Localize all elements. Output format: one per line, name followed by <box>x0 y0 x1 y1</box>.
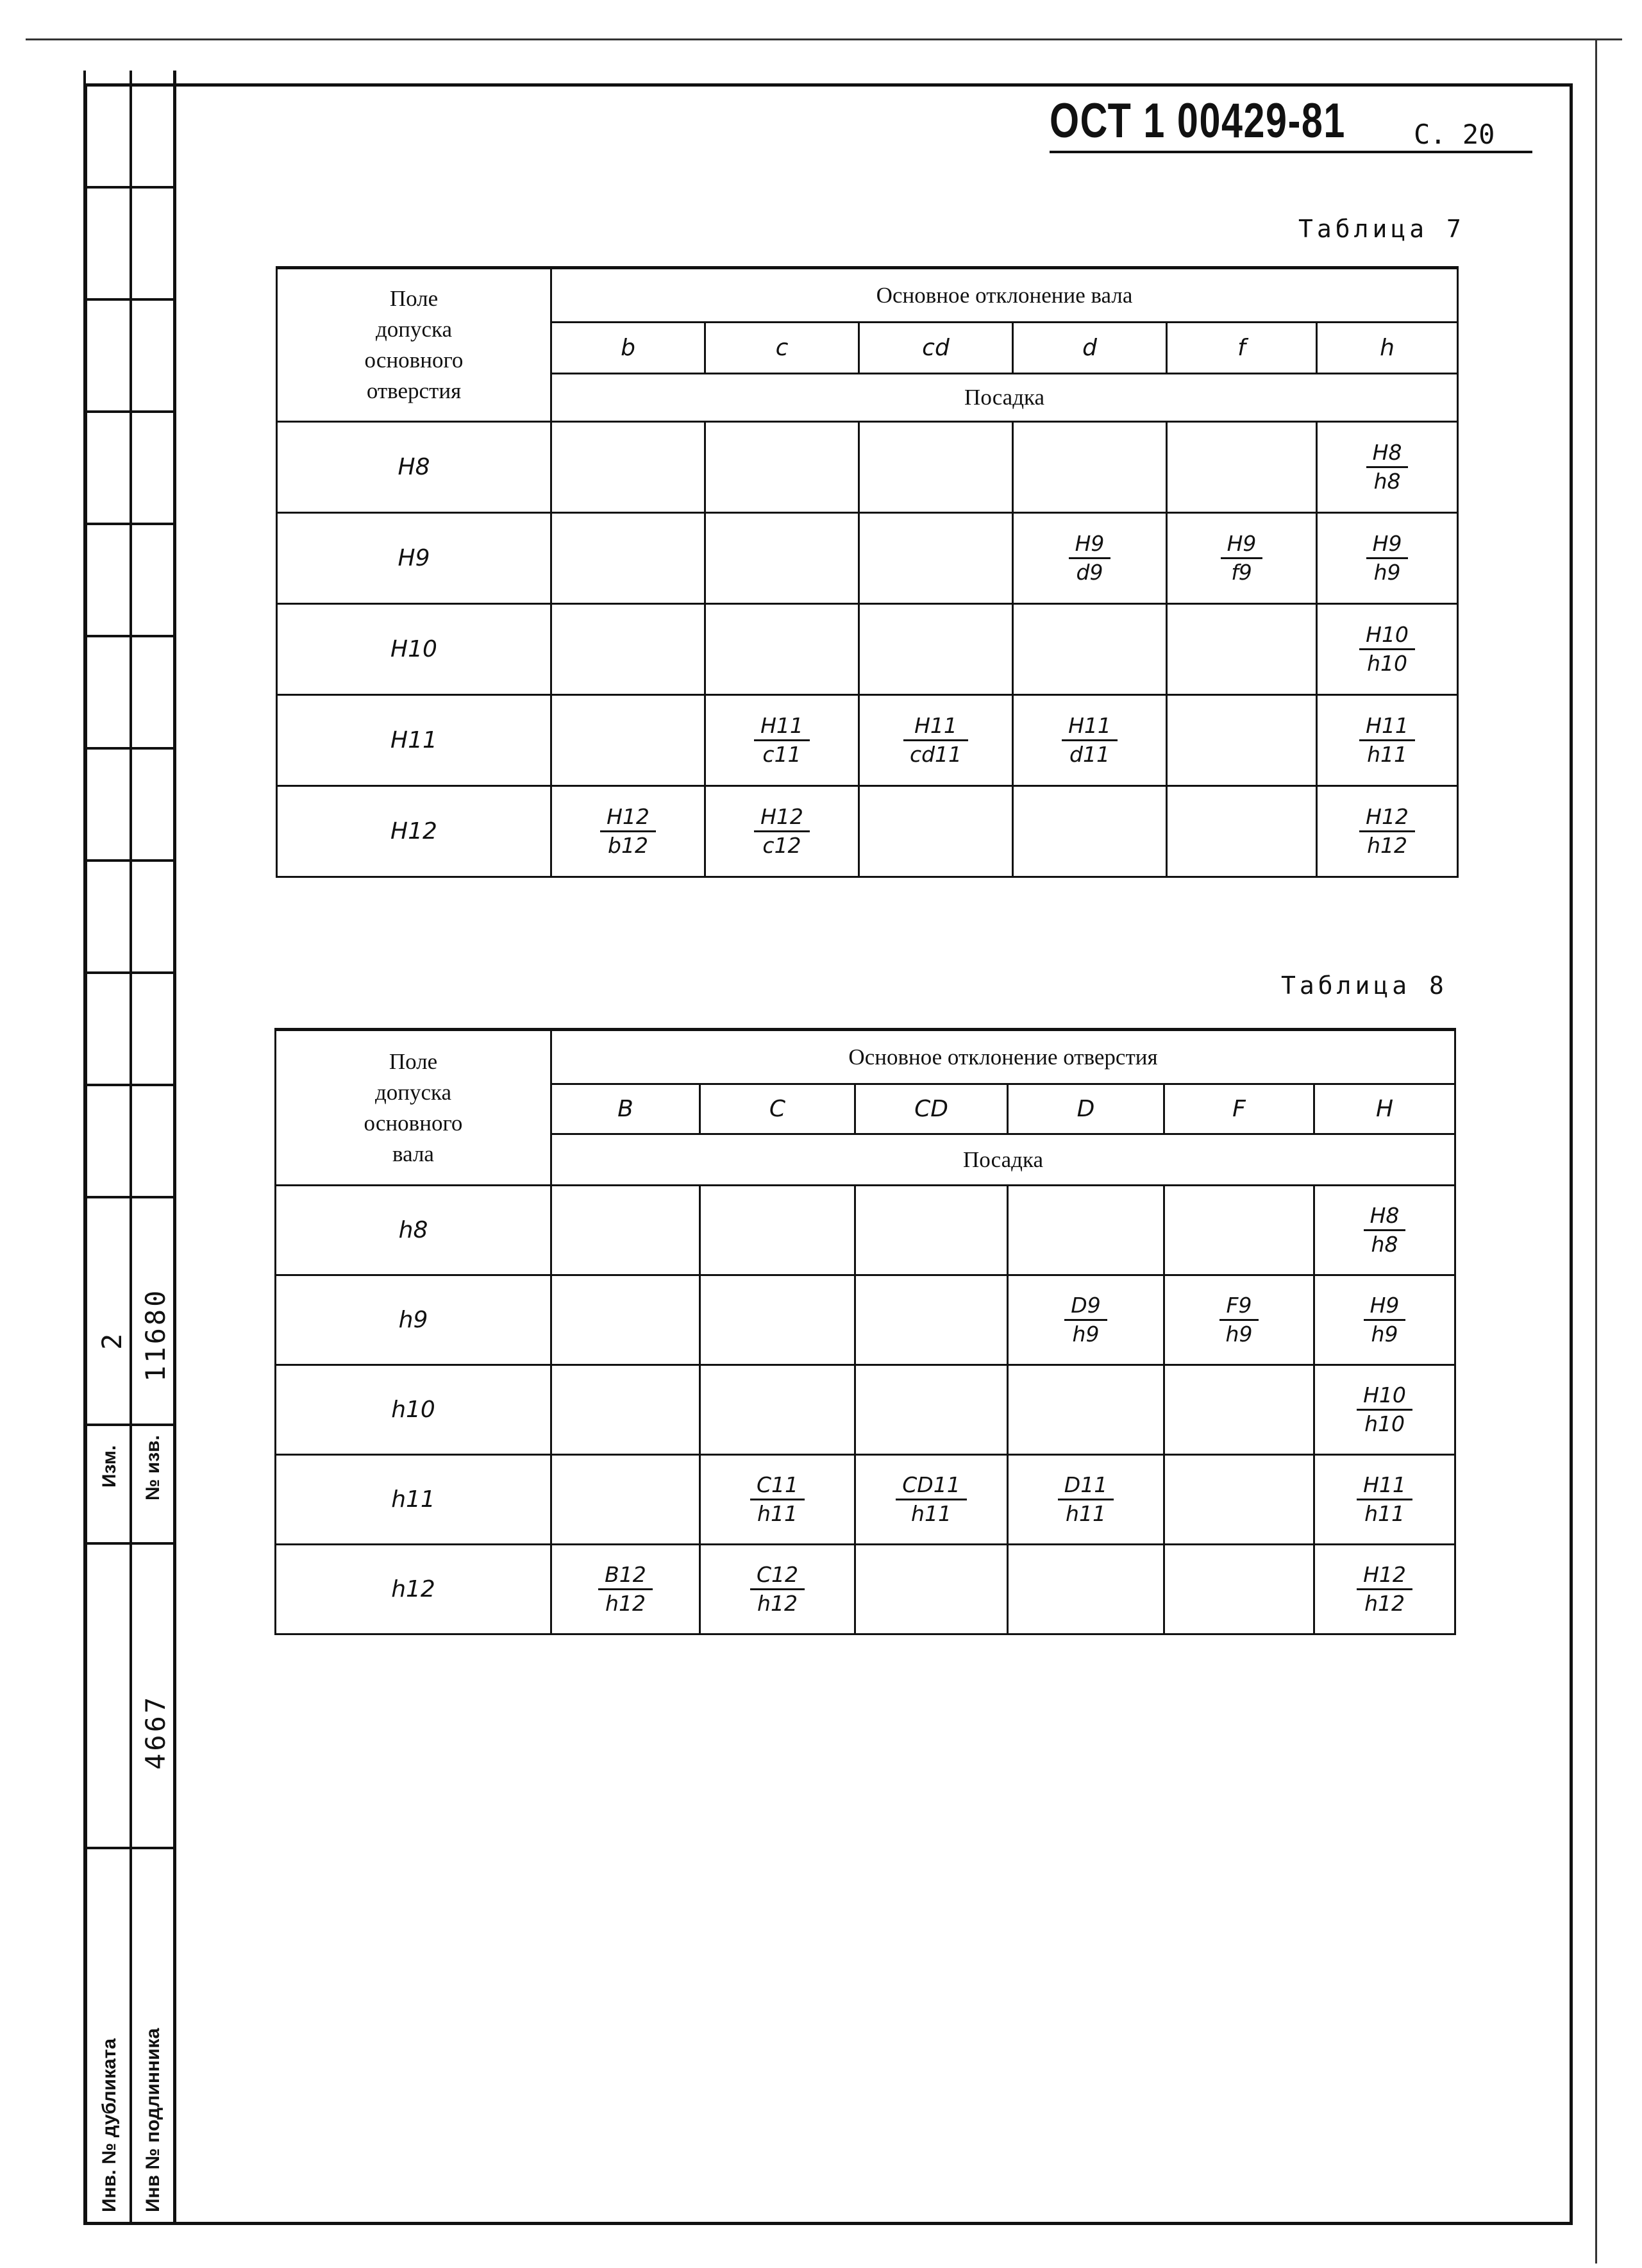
fit-fraction <box>1064 1293 1107 1347</box>
empty-cell <box>1167 604 1317 695</box>
fit-denominator: h11 <box>1367 742 1407 767</box>
fit-fraction <box>1359 714 1415 767</box>
empty-cell <box>1013 422 1167 513</box>
fit-cell <box>1314 1186 1455 1275</box>
empty-cell <box>700 1186 855 1275</box>
fit-numerator: H9 <box>1221 532 1263 559</box>
empty-cell <box>1008 1186 1164 1275</box>
fit-numerator: B12 <box>598 1563 653 1590</box>
revision-value: 2 <box>96 1331 128 1350</box>
fit-denominator: d11 <box>1069 742 1110 767</box>
empty-cell <box>1167 786 1317 877</box>
empty-cell <box>1167 695 1317 786</box>
original-inv-label: Инв № подлинника <box>142 2028 163 2212</box>
table-row <box>276 1545 1455 1634</box>
empty-cell <box>551 513 705 604</box>
fit-fraction <box>1359 805 1415 858</box>
header-underline <box>1050 151 1532 153</box>
table8-group-header: Основное отклонение отверстия <box>551 1030 1455 1084</box>
fit-cell <box>1317 786 1458 877</box>
page-right-rule <box>1595 38 1597 2264</box>
page-top-rule <box>26 38 1622 40</box>
notice-value: 11680 <box>140 1288 171 1382</box>
fit-fraction <box>1359 623 1415 676</box>
empty-cell <box>855 1365 1008 1455</box>
fit-cell <box>551 786 705 877</box>
fit-denominator: h11 <box>757 1501 798 1526</box>
fit-fraction <box>1062 714 1118 767</box>
fit-denominator: h9 <box>1373 560 1401 585</box>
fit-denominator: c12 <box>762 833 801 858</box>
fit-denominator: h10 <box>1364 1411 1405 1436</box>
fit-numerator: H10 <box>1357 1383 1412 1411</box>
fit-numerator: H12 <box>1359 805 1415 832</box>
table7-col-header: b <box>551 323 705 374</box>
fit-denominator: h11 <box>1066 1501 1106 1526</box>
fit-cell <box>705 786 859 877</box>
table-row <box>276 1365 1455 1455</box>
fit-numerator: H12 <box>1357 1563 1412 1590</box>
empty-cell <box>859 604 1013 695</box>
fit-fraction <box>1058 1473 1114 1526</box>
fit-numerator: H11 <box>1357 1473 1412 1500</box>
fit-fraction <box>600 805 656 858</box>
table-row <box>277 604 1458 695</box>
fit-cell <box>1008 1275 1164 1365</box>
fit-cell <box>1314 1545 1455 1634</box>
empty-cell <box>1013 604 1167 695</box>
row-label: h11 <box>276 1455 551 1545</box>
table7-col-header: c <box>705 323 859 374</box>
fit-numerator: CD11 <box>896 1473 966 1500</box>
fit-cell <box>1013 695 1167 786</box>
page-number: С. 20 <box>1414 119 1495 150</box>
table8-col-header: B <box>551 1084 700 1134</box>
table7-col-header: cd <box>859 323 1013 374</box>
fit-fraction <box>1357 1473 1412 1526</box>
row-label: h12 <box>276 1545 551 1634</box>
fit-numerator: C11 <box>750 1473 805 1500</box>
empty-cell <box>551 422 705 513</box>
fit-numerator: H11 <box>903 714 968 741</box>
fit-numerator: D11 <box>1058 1473 1114 1500</box>
fit-denominator: h11 <box>1364 1501 1405 1526</box>
fit-numerator: H8 <box>1364 1204 1406 1231</box>
fit-cell <box>855 1455 1008 1545</box>
standard-code: ОСТ 1 00429-81 <box>1050 94 1346 148</box>
table7-fit-header: Посадка <box>551 374 1458 422</box>
empty-cell <box>551 1275 700 1365</box>
table7-col-header: h <box>1317 323 1458 374</box>
fit-fraction <box>1364 1204 1406 1257</box>
fit-numerator: F9 <box>1219 1293 1259 1321</box>
side-title-block <box>83 71 176 2225</box>
empty-cell <box>1164 1365 1314 1455</box>
fit-denominator: cd11 <box>909 742 962 767</box>
table8-col-header: H <box>1314 1084 1455 1134</box>
table-row <box>277 786 1458 877</box>
row-label: h10 <box>276 1365 551 1455</box>
empty-cell <box>551 1455 700 1545</box>
fit-fraction <box>1069 532 1111 585</box>
fit-cell <box>700 1455 855 1545</box>
table7-group-header: Основное отклонение вала <box>551 268 1458 323</box>
empty-cell <box>859 422 1013 513</box>
fit-fraction <box>1357 1383 1412 1436</box>
fit-numerator: H10 <box>1359 623 1415 650</box>
empty-cell <box>1164 1545 1314 1634</box>
empty-cell <box>551 604 705 695</box>
fit-numerator: H9 <box>1366 532 1409 559</box>
table-row <box>277 695 1458 786</box>
fit-cell <box>1317 695 1458 786</box>
duplicate-inv-label: Инв. № дубликата <box>99 2038 120 2212</box>
fit-fraction <box>1221 532 1263 585</box>
fit-denominator: h11 <box>911 1501 951 1526</box>
empty-cell <box>1008 1365 1164 1455</box>
fit-cell <box>1164 1275 1314 1365</box>
notice-label: № изв. <box>142 1435 163 1500</box>
empty-cell <box>1164 1455 1314 1545</box>
fit-cell <box>859 695 1013 786</box>
fit-numerator: H9 <box>1069 532 1111 559</box>
fit-cell <box>1013 513 1167 604</box>
row-label: H12 <box>277 786 551 877</box>
empty-cell <box>855 1545 1008 1634</box>
fit-denominator: b12 <box>608 833 648 858</box>
fit-fraction <box>1364 1293 1406 1347</box>
fit-numerator: H11 <box>754 714 810 741</box>
empty-cell <box>859 786 1013 877</box>
table8-col-header: D <box>1008 1084 1164 1134</box>
fit-denominator: h9 <box>1371 1322 1398 1347</box>
fit-denominator: h8 <box>1371 1232 1398 1257</box>
empty-cell <box>1167 422 1317 513</box>
fit-fraction <box>896 1473 966 1526</box>
fit-denominator: h9 <box>1072 1322 1100 1347</box>
fit-fraction <box>1366 441 1409 494</box>
table8-col-header: C <box>700 1084 855 1134</box>
fit-fraction <box>1366 532 1409 585</box>
fit-numerator: H12 <box>754 805 810 832</box>
table-row <box>277 422 1458 513</box>
table8-caption: Таблица 8 <box>1281 971 1448 1000</box>
table-row <box>276 1186 1455 1275</box>
table-row <box>276 1275 1455 1365</box>
fit-cell <box>1317 513 1458 604</box>
fit-denominator: h9 <box>1225 1322 1253 1347</box>
empty-cell <box>551 1186 700 1275</box>
table8-fit-header: Посадка <box>551 1134 1455 1186</box>
fit-fraction <box>1357 1563 1412 1616</box>
fit-fraction <box>598 1563 653 1616</box>
fit-denominator: h10 <box>1367 651 1407 676</box>
table-row <box>276 1455 1455 1545</box>
empty-cell <box>705 513 859 604</box>
fit-denominator: h12 <box>1367 833 1407 858</box>
fit-fraction <box>754 805 810 858</box>
empty-cell <box>705 604 859 695</box>
empty-cell <box>700 1275 855 1365</box>
fit-cell <box>1314 1455 1455 1545</box>
row-label: H9 <box>277 513 551 604</box>
empty-cell <box>551 1365 700 1455</box>
inventory-value: 4667 <box>140 1694 171 1770</box>
fit-numerator: C12 <box>750 1563 805 1590</box>
fit-numerator: H12 <box>600 805 656 832</box>
fit-numerator: D9 <box>1064 1293 1107 1321</box>
row-label: h8 <box>276 1186 551 1275</box>
revision-label: Изм. <box>99 1445 120 1488</box>
fit-numerator: H11 <box>1062 714 1118 741</box>
table8-col-header: F <box>1164 1084 1314 1134</box>
table7-corner-header: Поле допуска основного отверстия <box>277 268 551 422</box>
fit-denominator: f9 <box>1231 560 1252 585</box>
row-label: H8 <box>277 422 551 513</box>
empty-cell <box>855 1186 1008 1275</box>
fit-cell <box>1317 604 1458 695</box>
fit-cell <box>1008 1455 1164 1545</box>
fit-cell <box>551 1545 700 1634</box>
fit-denominator: d9 <box>1076 560 1103 585</box>
fit-cell <box>700 1545 855 1634</box>
fit-cell <box>1317 422 1458 513</box>
row-label: H11 <box>277 695 551 786</box>
empty-cell <box>551 695 705 786</box>
table8 <box>274 1028 1456 1635</box>
empty-cell <box>1008 1545 1164 1634</box>
fit-denominator: h12 <box>1364 1591 1405 1616</box>
table7-col-header: f <box>1167 323 1317 374</box>
table8-col-header: CD <box>855 1084 1008 1134</box>
fit-cell <box>1314 1365 1455 1455</box>
fit-denominator: h8 <box>1373 469 1401 494</box>
table7 <box>276 266 1459 878</box>
fit-cell <box>705 695 859 786</box>
empty-cell <box>1013 786 1167 877</box>
fit-denominator: c11 <box>762 742 801 767</box>
empty-cell <box>855 1275 1008 1365</box>
fit-denominator: h12 <box>757 1591 798 1616</box>
table7-caption: Таблица 7 <box>1298 215 1465 243</box>
empty-cell <box>859 513 1013 604</box>
fit-fraction <box>750 1563 805 1616</box>
table7-col-header: d <box>1013 323 1167 374</box>
fit-fraction <box>903 714 968 767</box>
fit-fraction <box>750 1473 805 1526</box>
fit-fraction <box>1219 1293 1259 1347</box>
fit-numerator: H9 <box>1364 1293 1406 1321</box>
fit-denominator: h12 <box>605 1591 646 1616</box>
empty-cell <box>700 1365 855 1455</box>
row-label: H10 <box>277 604 551 695</box>
table8-corner-header: Поле допуска основного вала <box>276 1030 551 1186</box>
fit-cell <box>1167 513 1317 604</box>
fit-fraction <box>754 714 810 767</box>
empty-cell <box>1164 1186 1314 1275</box>
row-label: h9 <box>276 1275 551 1365</box>
empty-cell <box>705 422 859 513</box>
fit-cell <box>1314 1275 1455 1365</box>
fit-numerator: H11 <box>1359 714 1415 741</box>
table-row <box>277 513 1458 604</box>
fit-numerator: H8 <box>1366 441 1409 468</box>
